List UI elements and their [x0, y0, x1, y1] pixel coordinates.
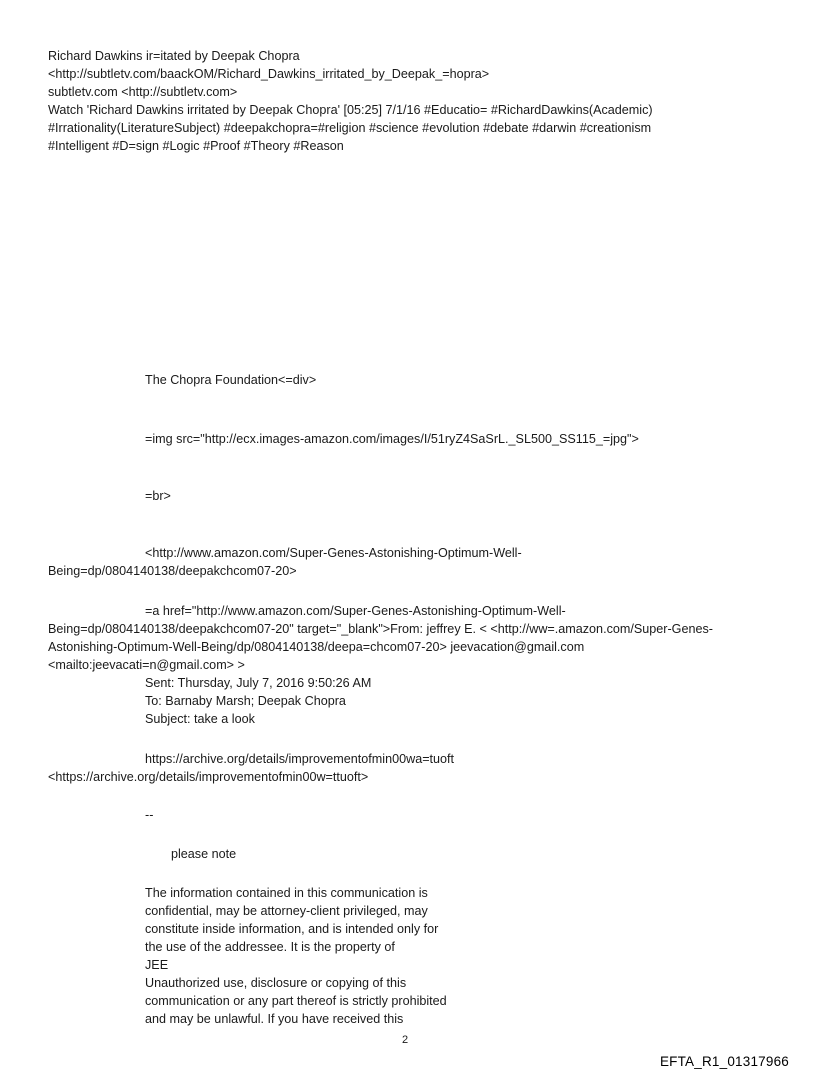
- notice-line: The information contained in this communication is: [145, 886, 428, 900]
- foundation-line: The Chopra Foundation<=div>: [145, 373, 317, 387]
- amazon-url-line[interactable]: Being=dp/0804140138/deepakchcom07-20>: [48, 564, 297, 578]
- notice-line: and may be unlawful. If you have received this: [145, 1012, 404, 1026]
- img-source-line: =img src="http://ecx.images-amazon.com/images/I/51ryZ4SaSrL._SL500_SS115_=jpg">: [145, 432, 639, 446]
- href-line[interactable]: =a href="http://www.amazon.com/Super-Genes-Astonishing-Optimum-Well-: [145, 604, 566, 618]
- subject-line: Subject: take a look: [145, 712, 255, 726]
- video-title-line: Richard Dawkins ir=itated by Deepak Chopra: [48, 49, 300, 63]
- notice-line: constitute inside information, and is intended only for: [145, 922, 439, 936]
- archive-link[interactable]: https://archive.org/details/improvementofmin00wa=tuoft: [145, 752, 455, 766]
- page-number: 2: [402, 1034, 409, 1046]
- notice-line: communication or any part thereof is strictly prohibited: [145, 994, 447, 1008]
- sent-line: Sent: Thursday, July 7, 2016 9:50:26 AM: [145, 676, 372, 690]
- notice-line: JEE: [145, 958, 169, 972]
- hashtags-line: #Irrationality(LiteratureSubject) #deepakchopra=#religion #science #evolution #debate #darwin #creationism: [48, 121, 652, 135]
- video-url-link[interactable]: <http://subtletv.com/baackOM/Richard_Dawkins_irritated_by_Deepak_=hopra>: [48, 67, 490, 81]
- to-line: To: Barnaby Marsh; Deepak Chopra: [145, 694, 346, 708]
- from-line: Being=dp/0804140138/deepakchcom07-20" target="_blank">From: jeffrey E. < <http://ww=.amazon.com/Super-Genes-: [48, 622, 713, 636]
- br-line: =br>: [145, 489, 171, 503]
- notice-line: confidential, may be attorney-client privileged, may: [145, 904, 428, 918]
- hashtags-line: #Intelligent #D=sign #Logic #Proof #Theory #Reason: [48, 139, 344, 153]
- document-id-footer: EFTA_R1_01317966: [659, 1054, 789, 1069]
- archive-link[interactable]: <https://archive.org/details/improvementofmin00w=ttuoft>: [48, 770, 369, 784]
- video-description-line: Watch 'Richard Dawkins irritated by Deepak Chopra' [05:25] 7/1/16 #Educatio= #RichardDawkins(Academic): [48, 103, 653, 117]
- notice-line: Unauthorized use, disclosure or copying of this: [145, 976, 407, 990]
- amazon-url-line[interactable]: <http://www.amazon.com/Super-Genes-Astonishing-Optimum-Well-: [145, 546, 522, 560]
- site-link[interactable]: subtletv.com <http://subtletv.com>: [48, 85, 238, 99]
- from-line: Astonishing-Optimum-Well-Being/dp/0804140138/deepa=chcom07-20> jeevacation@gmail.com: [48, 640, 585, 654]
- mailto-link[interactable]: <mailto:jeevacati=n@gmail.com> >: [48, 658, 245, 672]
- notice-line: the use of the addressee. It is the property of: [145, 940, 395, 954]
- signature-separator: --: [145, 808, 154, 822]
- please-note-line: please note: [171, 847, 237, 861]
